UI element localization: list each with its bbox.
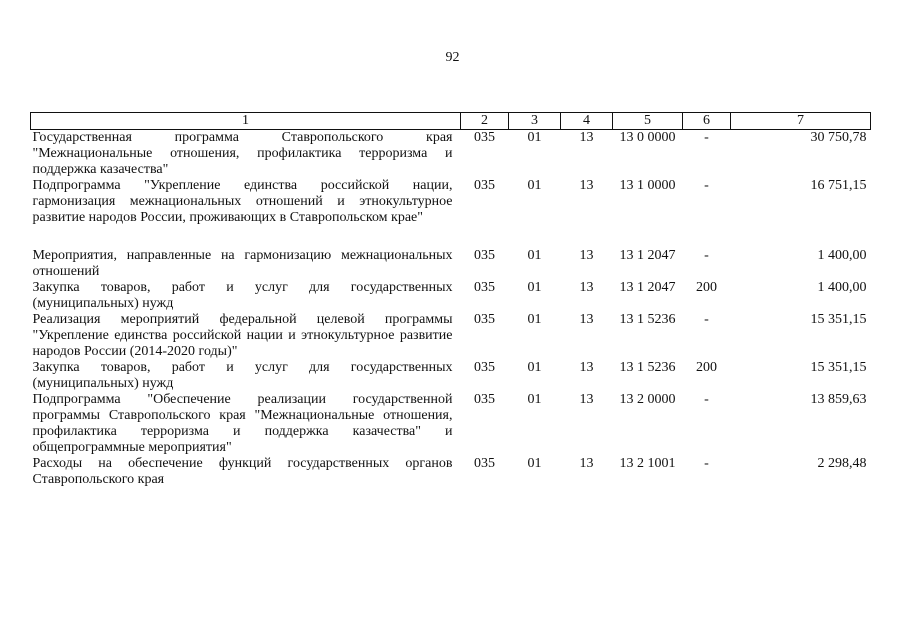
expense-type-code: -	[704, 178, 709, 193]
section-code: 01	[527, 280, 542, 295]
subsection-code: 13	[579, 456, 594, 471]
section-code: 01	[527, 456, 542, 471]
subsection-code: 13	[579, 130, 594, 145]
column-header-2: 2	[461, 113, 509, 130]
subsection-code: 13	[579, 280, 594, 295]
amount: 13 859,63	[810, 392, 867, 407]
column-header-6: 6	[683, 113, 731, 130]
table-header-row	[31, 113, 871, 130]
section-code: 01	[527, 312, 542, 327]
target-article-code: 13 2 0000	[619, 392, 676, 407]
table-row	[31, 248, 871, 280]
ministry-code: 035	[474, 248, 495, 263]
ministry-code: 035	[474, 360, 495, 375]
ministry-code: 035	[474, 456, 495, 471]
row-name: Мероприятия, направленные на гармонизацию межнациональных отношений	[32, 248, 453, 279]
table-row	[31, 280, 871, 312]
table-row	[31, 456, 871, 488]
target-article-code: 13 1 5236	[619, 312, 676, 327]
column-header-3: 3	[509, 113, 561, 130]
subsection-code: 13	[579, 248, 594, 263]
expense-type-code: 200	[696, 280, 717, 295]
table-row	[31, 312, 871, 360]
target-article-code: 13 1 2047	[619, 248, 676, 263]
row-name: Реализация мероприятий федеральной целевой программы "Укрепление единства российской нации и этнокультурное развитие народов России (2014-2020 годы)"	[32, 312, 453, 359]
expense-type-code: -	[704, 130, 709, 145]
expense-type-code: -	[704, 456, 709, 471]
section-code: 01	[527, 178, 542, 193]
amount: 15 351,15	[810, 312, 867, 327]
budget-table	[30, 112, 871, 488]
row-name: Подпрограмма "Обеспечение реализации государственной программы Ставропольского края "Межнациональные отношения, профилактика терроризма и поддержка казачества" и общепрограммные мероприятия"	[32, 392, 453, 455]
expense-type-code: -	[704, 392, 709, 407]
amount: 15 351,15	[810, 360, 867, 375]
target-article-code: 13 1 5236	[619, 360, 676, 375]
amount: 1 400,00	[817, 280, 867, 295]
expense-type-code: -	[704, 312, 709, 327]
ministry-code: 035	[474, 280, 495, 295]
ministry-code: 035	[474, 130, 495, 145]
amount: 1 400,00	[817, 248, 867, 263]
row-name: Закупка товаров, работ и услуг для государственных (муниципальных) нужд	[32, 360, 453, 391]
amount: 2 298,48	[817, 456, 867, 471]
row-name: Подпрограмма "Укрепление единства российской нации, гармонизация межнациональных отношений и этнокультурное развитие народов России, проживающих в Ставропольском крае"	[32, 178, 453, 225]
expense-type-code: 200	[696, 360, 717, 375]
section-code: 01	[527, 392, 542, 407]
expense-type-code: -	[704, 248, 709, 263]
page-number: 92	[445, 50, 460, 65]
subsection-code: 13	[579, 312, 594, 327]
row-name: Государственная программа Ставропольского края "Межнациональные отношения, профилактика терроризма и поддержка казачества"	[32, 130, 453, 177]
target-article-code: 13 0 0000	[619, 130, 676, 145]
column-header-5: 5	[613, 113, 683, 130]
section-code: 01	[527, 248, 542, 263]
column-header-7: 7	[731, 113, 871, 130]
amount: 30 750,78	[810, 130, 867, 145]
ministry-code: 035	[474, 392, 495, 407]
subsection-code: 13	[579, 178, 594, 193]
row-name: Закупка товаров, работ и услуг для государственных (муниципальных) нужд	[32, 280, 453, 311]
subsection-code: 13	[579, 360, 594, 375]
subsection-code: 13	[579, 392, 594, 407]
table-row	[31, 360, 871, 392]
amount: 16 751,15	[810, 178, 867, 193]
column-header-1: 1	[31, 113, 461, 130]
target-article-code: 13 2 1001	[619, 456, 676, 471]
table-row	[31, 178, 871, 248]
ministry-code: 035	[474, 178, 495, 193]
section-code: 01	[527, 130, 542, 145]
ministry-code: 035	[474, 312, 495, 327]
table-row	[31, 392, 871, 456]
column-header-4: 4	[561, 113, 613, 130]
target-article-code: 13 1 2047	[619, 280, 676, 295]
row-name: Расходы на обеспечение функций государственных органов Ставропольского края	[32, 456, 453, 487]
section-code: 01	[527, 360, 542, 375]
target-article-code: 13 1 0000	[619, 178, 676, 193]
table-row	[31, 130, 871, 179]
